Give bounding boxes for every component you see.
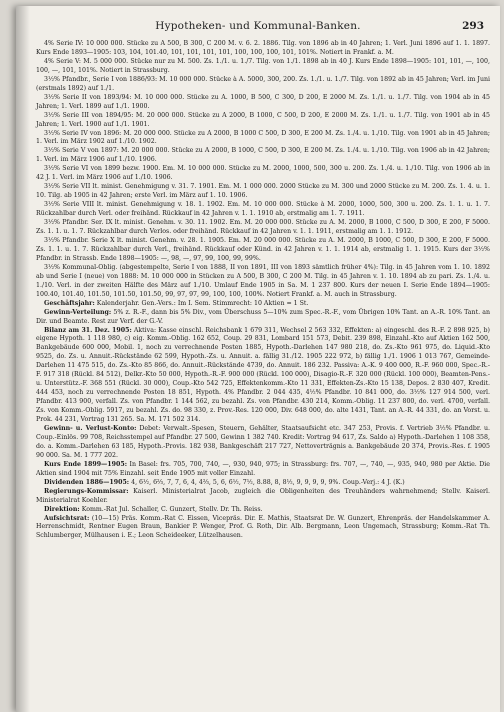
paragraph-text: 3½% Kommunal-Oblig. (abgestempelte, Serie I von 1888, II von 1891, III von 1893 sämtlich früher 4%): Tilg. in 45 Jahren vom 1. 10. 1892 ab und Serie I (neue) von 1888: M. 10 000 000 in Stücken zu A 500, B 300, C 200 M. Tilg. in 45 Jahren v. 1. 10. 1894 ab zu pari. Zs. 1./4. u. 1./10. Verl. in der zweiten Hälfte des März auf 1./10. Umlauf Ende 1905 in Sa. M. 1 237 800. Kurs der neuen I. Serie Ende 1894—1905: 100.40, 101.40, 101.50, 101.50, 101.50, 99, 97, 97, 99, 100, 100, 100%. Notiert Frankf. a. M. auch in Strassburg.: [36, 263, 490, 298]
paragraph: [36, 219, 490, 237]
paragraph: [36, 479, 490, 488]
paragraph-label: Regierungs-Kommissar:: [44, 487, 129, 495]
paragraph: [36, 58, 490, 76]
paragraph-text: (10—15) Präs. Komm.-Rat C. Eissen, Vicepräs. Dir. E. Mathis, Staatsrat Dr. W. Gunzert, Ehrenpräs. der Handelskammer A. Herrenschmidt, Rentner Eugen Braun, Bankier P. Wenger, Prof. G. Roth, Dir. Alb. Bergmann, Leon Ungemach, Strassburg; Komm.-Rat Th. Schlumberger, Mülhausen i. E.; Leon Scheideeker, Lützelhausen.: [36, 514, 490, 540]
paragraph: [36, 506, 490, 515]
paragraph-text: 3½% Pfandbr. Serie X lt. minist. Genehm. v. 28. 1. 1905. Em. M. 20 000 000. Stücke zu A. M. 2000, B 1000, C 500, D 300, E 200, F 5000. Zs. 1. 1. u. 1. 7. Rückzahlbar durch Verl., freihänd. Rückkauf oder Künd. in 42 Jahren v. 1. 1. 1914 ab, erstmalig 1. 1. 1915. Kurs der 3½% Pfandbr. in Strassb. Ende 1898—1905: —, 98, —, 97, 99, 100, 99, 99%.: [36, 236, 490, 262]
paragraph-text: 3½% Serie V von 1897: M. 20 000 000. Stücke zu A 2000, B 1000, C 500, D 300, E 200 M. Zs. 1./4. u. 1./10. Tilg. von 1906 ab in 42 Jahren; 1. Verl. im März 1906 auf 1./10. 1906.: [36, 147, 490, 164]
paragraph-label: Aufsichtsrat:: [44, 514, 90, 522]
paragraph-text: 3½% Pfandbr., Serie I von 1886/93: M. 10 000 000. Stücke à A. 5000, 300, 200. Zs. 1./1. u. 1./7. Tilg. von 1892 ab in 45 Jahren; Verl. im Juni (erstmals 1892) auf 1./1.: [36, 75, 490, 92]
running-header: [32, 20, 484, 36]
paragraph: [36, 425, 490, 461]
paragraph-label: Bilanz am 31. Dez. 1905:: [44, 326, 132, 334]
paragraph: [36, 515, 490, 542]
paragraph: [36, 183, 490, 201]
paragraph-label: Gewinn-Verteilung:: [44, 308, 112, 316]
paragraph: [36, 461, 490, 479]
paragraph: [36, 165, 490, 183]
paragraph-text: 3½% Serie IV von 1896: M. 20 000 000. Stücke zu A 2000, B 1000 C 500, D 300, E 200 M. Zs. 1./4. u. 1./10. Tilg. von 1901 ab in 45 Jahren; 1. Verl. im März 1902 auf 1./10. 1902.: [36, 129, 490, 146]
paragraph: [36, 309, 490, 327]
paragraph-text: 3½% Serie VI von 1899 bezw. 1900. Em. M. 10 000 000. Stücke zu M. 2000, 1000, 500, 300 u. 200. Zs. 1./4. u. 1./10. Tilg. von 1906 ab in 42 J. 1. Verl. im März 1906 auf 1./10. 1906.: [36, 165, 490, 182]
paragraph-text: 3½% Serie II von 1893/94: M. 10 000 000. Stücke zu A. 1000, B 500, C 300, D 200, E 2000 M. Zs. 1./1. u. 1./7. Tilg. von 1904 ab in 45 Jahren; 1. Verl. 1899 auf 1./1. 1900.: [36, 93, 490, 110]
paragraph: [36, 94, 490, 112]
paragraph-label: Direktion:: [44, 505, 80, 513]
paragraph: [36, 76, 490, 94]
paragraph: [36, 264, 490, 300]
paragraph-label: Kurs Ende 1899—1905:: [44, 460, 128, 468]
paragraph-text: 4, 6½, 6⅔, 7, 7, 6, 4, 4⅔, 5, 6, 6½, 7½, 8.88, 8, 8½, 9, 9, 9, 9, 9%. Coup.-Verj.: 4 J. (K.): [131, 478, 405, 486]
page-fold-shadow: [16, 6, 30, 712]
paragraph-label: Geschäftsjahr:: [44, 299, 95, 307]
paragraph-text: Kalenderjahr. Gen.-Vers.: Im I. Sem. Stimmrecht: 10 Aktien = 1 St.: [96, 299, 309, 307]
paragraph: [36, 147, 490, 165]
paragraph: [36, 237, 490, 264]
paragraph-text: 3½% Pfandbr. Ser. IX lt. minist. Genehm. v. 30. 11. 1902. Em. M. 20 000 000. Stücke zu A. M. 2000, B 1000, C 500, D 300, E 200, F 5000. Zs. 1. 1. u. 1. 7. Rückzahlbar durch Verlos. oder freihänd. Rückkauf in 42 Jahren v. 1. 1. 1911, erstmalig am 1. 1. 1912.: [36, 219, 490, 236]
paragraph-text: 3½% Serie III von 1894/95: M. 20 000 000. Stücke zu A 2000, B 1000, C 500, D 200, E 2000 M. Zs. 1./1. u. 1./7. Tilg. von 1901 ab in 45 Jahren; 1. Verl. 1900 auf 1./1. 1901.: [36, 111, 490, 128]
paragraph: [36, 201, 490, 219]
paragraph: [36, 130, 490, 148]
page-number: 293: [462, 20, 484, 32]
paragraph-text: 3½% Serie VII lt. minist. Genehmigung v. 31. 7. 1901. Em. M. 1 000 000. 2000 Stücke zu M. 300 und 2000 Stücke zu M. 200. Zs. 1. 4. u. 1. 10. Tilg. ab 1905 in 42 Jahren; erste Verl. im März auf 1. 10. 1906.: [36, 183, 490, 200]
page-title: Hypotheken- und Kommunal-Banken.: [155, 20, 361, 32]
document-page: [16, 6, 500, 712]
paragraph-text: Kaiserl. Ministerialrat Jacob, zugleich die Obligenheiten des Treuhänders wahrnehmend; Stellv. Kaiserl. Ministerialrat Koehler.: [36, 487, 490, 504]
paragraph-text: Aktiva: Kasse einschl. Reichsbank 1 679 311, Wechsel 2 563 332, Effekten: a) eingeschl. des R.-F. 2 898 925, b) eigene Hypoth. 1 118 980, c) eig. Komm.-Oblig. 162 652, Coup. 29 831, Lombard 151 573, Debit. 239 898, Einzahl.-Kto auf Aktien 162 500, Bankgebäude 600 000, Mobil. 1, noch zu verrechnende Posten 1885, Hypoth.-Darlehen 147 980 218, do. Zs.-Kto 961 975, do. Liquid.-Kto 9525, do. Zs. u. Annuit.-Rückstände 62 599, Hypoth.-Zs. u. Annuit. a. fällig 31./12. 1905 222 972, b) fällig 1./1. 1906 1 013 767, Gemeinde-Darlehen 11 475 515, do. Zs.-Kto 85 866, do. Annuit.-Rückstände 4739, do. Annuit. 186 232. Passiva: A.-K. 9 400 000, R.-F. 960 000, Spec.-R.-F. 917 318 (Rückl. 84 512), Delkr.-Kto 50 000, Hypoth.-R.-F. 900 000 (Rückl. 100 000), Disagio-R.-F. 320 000 (Rückl. 100 000), Beamten-Pens.- u. Unterstütz.-F. 368 551 (Rückl. 30 000), Coup.-Kto 542 725, Effektenkomm.-Kto 11 331, Effekten-Zs.-Kto 15 138, Depos. 2 830 407, Kredit. 444 453, noch zu verrechnende Posten 18 851, Hypoth. 4% Pfandbr. 2 044 435, 4½% Pfandbr. 10 841 000, do. 3½% 127 914 500, verl. Pfandbr. 413 900, verfall. Zs. von Pfandbr. 1 144 562, zu bezahl. Zs. von Pfandbr. 430 214, Komm.-Oblig. 11 237 800, do. verl. 4700, verfall. Zs. von Komm.-Oblig. 5917, zu bezahl. Zs. do. 98 330, z. Prov.-Res. 120 000, Div. 648 000, do. alte 1431, Tant. an A.-R. 44 331, do. an Vorst. u. Prok. 44 231, Vortrag 131 265. Sa. M. 171 502 314.: [36, 326, 490, 424]
page-body: [36, 40, 490, 704]
paragraph: [36, 300, 490, 309]
paragraph-text: In Basel: frs. 705, 700, 740, —, 930, 940, 975; in Strassburg: frs. 707, —, 740, —, 935, 940, 980 per Aktie. Die Aktien sind 1904 mit 75% Einzahl. seit Ende 1905 mit voller Einzahl.: [36, 460, 490, 477]
paragraph-text: 5% z. R.-F., dann bis 5% Div., vom Überschuss 5—10% zum Spec.-R.-F., vom Übrigen 10% Tant. an A.-R. 10% Tant. an Dir. und Beamte. Rest zur Verf. der G.-V.: [36, 308, 490, 325]
paragraph: [36, 40, 490, 58]
paragraph-text: 4% Serie IV: 10 000 000. Stücke zu A 500, B 300, C 200 M. v. 6. 2. 1886. Tilg. von 1896 ab in 40 Jahren; 1. Verl. Juni 1896 auf 1. 1. 1897. Kurs Ende 1893—1905: 103, 104, 101.40, 101, 101, 101, 101, 100, 100, 100, 101, 101%. Notiert in Frankf. a. M.: [36, 40, 490, 56]
paragraph: [36, 112, 490, 130]
paragraph-text: 4% Serie V: M. 5 000 000. Stücke nur zu M. 500. Zs. 1./1. u. 1./7. Tilg. von 1./1. 1898 ab in 40 J. Kurs Ende 1898—1905: 101, 101, —, 100, 100, —, 101, 101%. Notiert in Strassburg.: [36, 57, 490, 74]
paragraph-text: Komm.-Rat Jul. Schaller, C. Gunzert, Stellv. Dr. Th. Reiss.: [81, 505, 263, 513]
paragraph: [36, 488, 490, 506]
paragraph: [36, 327, 490, 425]
paragraph-text: Debet: Verwalt.-Spesen, Steuern, Gehälter, Staatsaufsicht etc. 347 253, Provis. f. Vertrieb 3½% Pfandbr. u. Coup.-Einlös. 99 708, Reichsstempel auf Pfandbr. 27 500, Gewinn 1 382 740. Kredit: Vortrag 94 617, Zs. Saldo a) Hypoth.-Darlehen 1 108 358, do. a. Komm.-Darlehen 63 185, Hypoth.-Provis. 182 938, Bankgeschäft 217 727, Nettoverträgnis a. Bankgebäude 20 374, Provis.-Res. f. 1905 90 000. Sa. M. 1 777 202.: [36, 424, 490, 459]
paragraph-label: Gewinn- u. Verlust-Konto:: [44, 424, 137, 432]
paragraph-label: Dividenden 1886—1905:: [44, 478, 130, 486]
paragraph-text: 3½% Serie VIII lt. minist. Genehmigung v. 18. 1. 1902. Em. M. 10 000 000. Stücke à M. 2000, 1000, 500, 300 u. 200. Zs. 1. 1. u. 1. 7. Rückzahlbar durch Verl. oder freihänd. Rückkauf in 42 Jahren v. 1. 1. 1910 ab, erstmalig am 1. 7. 1911.: [36, 201, 490, 218]
